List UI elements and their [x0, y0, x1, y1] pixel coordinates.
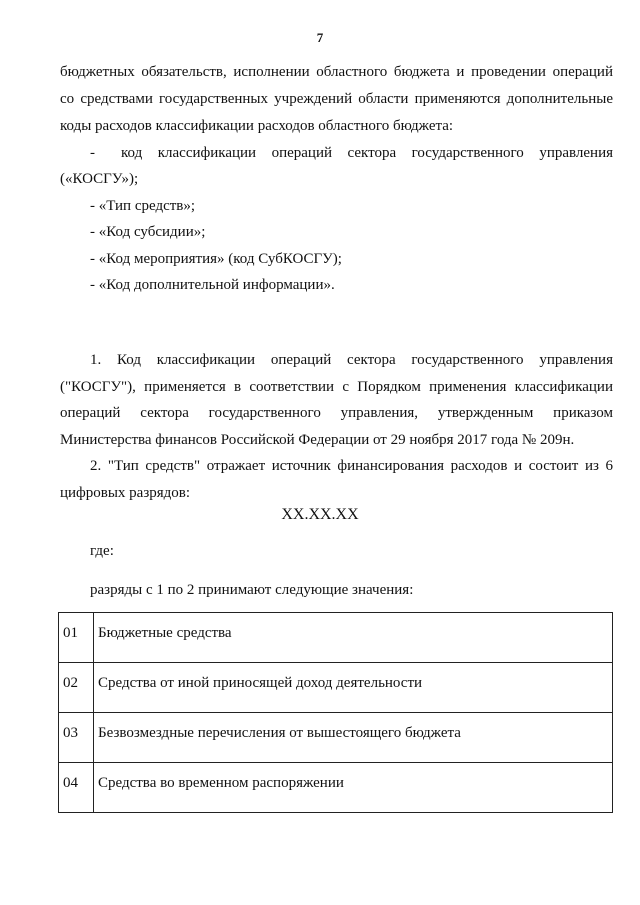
- bullet-item: - «Тип средств»;: [90, 198, 196, 214]
- bullet-item: - «Код субсидии»;: [90, 224, 206, 240]
- paragraph-line: цифровых разрядов:: [60, 485, 191, 501]
- row-code: 03: [59, 713, 94, 763]
- table-row: [59, 663, 613, 713]
- table-row: [59, 713, 613, 763]
- where-label: где:: [90, 543, 114, 559]
- values-table: [58, 612, 613, 813]
- page-number: 7: [316, 30, 324, 45]
- paragraph-line: 2. "Тип средств" отражает источник финансирования расходов и состоит из 6: [90, 458, 613, 474]
- row-code: 04: [59, 763, 94, 813]
- intro-line: со средствами государственных учреждений области применяются дополнительные: [60, 91, 613, 107]
- digits-note: разряды с 1 по 2 принимают следующие значения:: [90, 582, 414, 598]
- row-desc: Средства во временном распоряжении: [94, 763, 613, 813]
- table-row: [59, 613, 613, 663]
- bullet-dash: -: [90, 145, 95, 161]
- row-code: 01: [59, 613, 94, 663]
- paragraph-line: Министерства финансов Российской Федерации от 29 ноября 2017 года № 209н.: [60, 432, 575, 448]
- paragraph-line: 1. Код классификации операций сектора государственного управления: [90, 352, 613, 368]
- bullet-item: («КОСГУ»);: [60, 171, 139, 187]
- bullet-item: - «Код мероприятия» (код СубКОСГУ);: [90, 251, 342, 267]
- code-format: XX.XX.XX: [281, 506, 359, 523]
- bullet-item: - «Код дополнительной информации».: [90, 277, 335, 293]
- row-desc: Средства от иной приносящей доход деятельности: [94, 663, 613, 713]
- intro-line: коды расходов классификации расходов областного бюджета:: [60, 118, 454, 134]
- row-code: 02: [59, 663, 94, 713]
- intro-line: бюджетных обязательств, исполнении областного бюджета и проведении операций: [60, 64, 613, 80]
- paragraph-line: операций сектора государственного управления, утвержденным приказом: [60, 405, 613, 421]
- table-row: [59, 763, 613, 813]
- bullet-item: код классификации операций сектора государственного управления: [121, 145, 613, 161]
- row-desc: Безвозмездные перечисления от вышестоящего бюджета: [94, 713, 613, 763]
- paragraph-line: ("КОСГУ"), применяется в соответствии с Порядком применения классификации: [60, 379, 613, 395]
- row-desc: Бюджетные средства: [94, 613, 613, 663]
